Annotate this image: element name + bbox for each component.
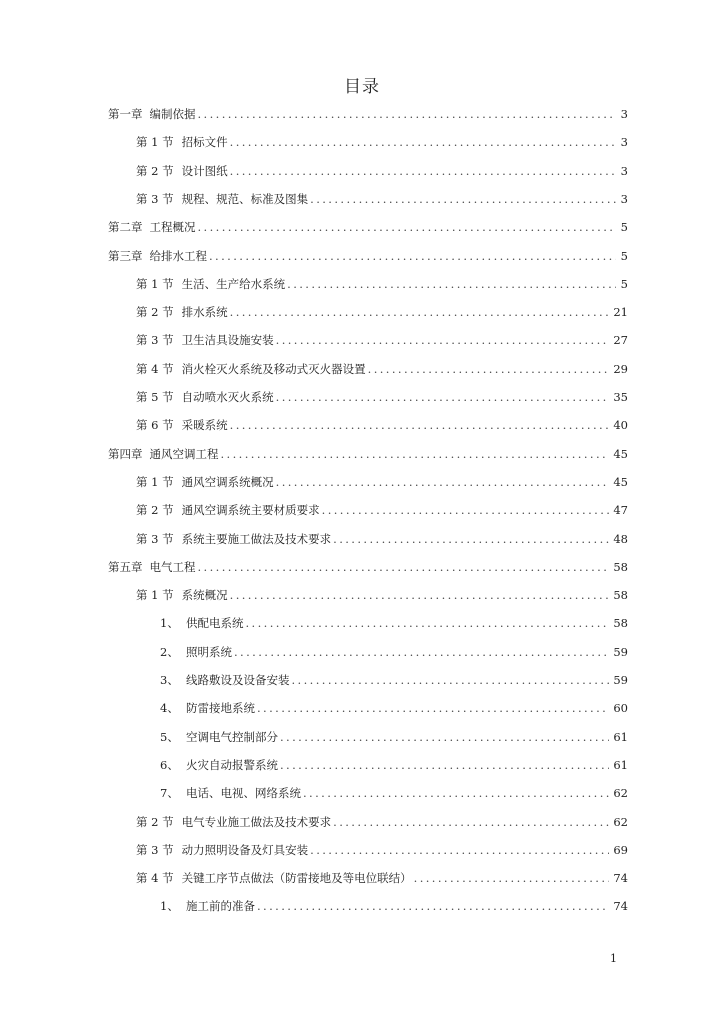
entry-number: 3、 [160,673,179,687]
entry-number: 4、 [160,701,179,716]
toc-entry[interactable] [160,729,628,749]
entry-title: 系统主要施工做法及技术要求 [181,531,332,546]
toc-entry[interactable] [108,106,628,126]
entry-number: 1、 [160,899,179,914]
entry-page: 5 [620,248,628,263]
toc-entry[interactable] [136,502,628,522]
dot-leader [230,588,610,602]
entry-title: 自动喷水灭火系统 [181,390,274,404]
dot-leader [276,333,610,347]
entry-page: 59 [613,673,628,687]
entry-number: 1、 [160,616,179,631]
entry-page: 3 [620,163,628,178]
entry-title: 工程概况 [149,220,196,235]
entry-title: 电气工程 [149,559,196,574]
toc-entry[interactable] [108,248,628,268]
dot-leader [368,362,610,376]
toc-entry[interactable] [136,531,628,551]
entry-page: 74 [613,899,628,914]
entry-page: 74 [613,871,628,886]
entry-page: 40 [613,418,628,433]
entry-title: 给排水工程 [149,248,207,263]
entry-page: 5 [620,220,628,235]
entry-number: 第 6 节 [136,418,174,433]
entry-number: 第二章 [108,220,143,235]
entry-title: 电气专业施工做法及技术要求 [181,814,332,829]
dot-leader [276,475,610,489]
entry-number: 第 2 节 [136,305,174,320]
entry-number: 第 4 节 [136,871,174,886]
dot-leader [280,730,609,744]
dot-leader [333,815,609,829]
entry-title: 生活、生产给水系统 [181,276,286,291]
toc-entry[interactable] [136,474,628,494]
entry-number: 第 2 节 [136,814,174,829]
dot-leader [257,899,609,913]
entry-number: 第 5 节 [136,390,174,404]
toc-entry[interactable] [160,898,628,918]
toc-entry[interactable] [136,870,628,890]
toc-entry[interactable] [136,332,628,352]
entry-page: 27 [613,333,628,348]
entry-title: 规程、规范、标准及图集 [181,191,309,206]
dot-leader [234,645,609,659]
entry-number: 第 1 节 [136,135,174,150]
toc-entry[interactable] [160,785,628,805]
entry-number: 7、 [160,786,179,801]
dot-leader [322,503,610,517]
entry-title: 采暖系统 [181,418,228,433]
entry-title: 线路敷设及设备安装 [186,673,290,687]
entry-number: 第四章 [108,446,143,461]
entry-title: 通风空调系统概况 [181,474,274,489]
entry-page: 3 [620,191,628,206]
dot-leader [230,135,616,149]
entry-title: 空调电气控制部分 [186,729,278,744]
dot-leader [198,107,617,121]
entry-page: 29 [613,361,628,376]
entry-number: 第 2 节 [136,503,174,518]
entry-number: 第 3 节 [136,333,174,348]
entry-page: 5 [620,276,628,291]
toc-entry[interactable] [160,644,628,664]
toc-entry[interactable] [136,361,628,381]
entry-number: 第 1 节 [136,588,174,603]
entry-page: 3 [620,107,628,121]
entry-page: 62 [613,786,628,801]
dot-leader [198,220,617,234]
entry-page: 58 [613,588,628,603]
entry-title: 防雷接地系统 [186,701,255,716]
toc-entry[interactable] [136,587,628,607]
entry-page: 60 [613,701,628,716]
entry-number: 第 1 节 [136,276,174,291]
entry-title: 排水系统 [181,305,228,320]
entry-number: 第 4 节 [136,361,174,376]
entry-title: 通风空调系统主要材质要求 [181,503,320,518]
dot-leader [310,843,609,857]
toc-entry[interactable] [160,672,628,692]
entry-number: 第 3 节 [136,191,174,206]
entry-title: 编制依据 [149,107,196,121]
dot-leader [221,447,610,461]
toc-entry[interactable] [136,304,628,324]
toc-entry[interactable] [160,700,628,720]
entry-title: 通风空调工程 [149,446,219,461]
entry-number: 2、 [160,644,179,659]
dot-leader [287,277,616,291]
entry-number: 第 3 节 [136,842,174,857]
entry-number: 5、 [160,729,179,744]
toc-entry[interactable] [136,417,628,437]
entry-number: 第 2 节 [136,163,174,178]
entry-title: 卫生洁具设施安装 [181,333,274,348]
toc-entry[interactable] [136,842,628,862]
toc-entry[interactable] [160,615,628,635]
entry-title: 施工前的准备 [186,899,255,914]
dot-leader [257,701,609,715]
toc-entry[interactable] [108,219,628,239]
toc-entry[interactable] [136,276,628,296]
entry-title: 火灾自动报警系统 [186,757,278,772]
entry-number: 第一章 [108,107,143,121]
dot-leader [230,164,616,178]
dot-leader [246,616,610,630]
dot-leader [310,192,616,206]
entry-title: 电话、电视、网络系统 [186,786,301,801]
entry-number: 第五章 [108,559,143,574]
page-number: 1 [610,952,617,965]
entry-page: 61 [613,757,628,772]
dot-leader [414,871,610,885]
toc-entry[interactable] [160,757,628,777]
entry-number: 第三章 [108,248,143,263]
entry-number: 6、 [160,757,179,772]
entry-page: 62 [613,814,628,829]
entry-title: 关键工序节点做法（防雷接地及等电位联结） [181,871,412,886]
entry-page: 58 [613,616,628,631]
dot-leader [292,673,610,687]
toc-entry[interactable] [108,446,628,466]
entry-title: 系统概况 [181,588,228,603]
entry-title: 照明系统 [186,644,232,659]
entry-number: 第 1 节 [136,474,174,489]
toc-entry[interactable] [136,389,628,409]
dot-leader [333,532,609,546]
entry-page: 45 [613,474,628,489]
entry-page: 58 [613,559,628,574]
page-title: 目录 [344,77,380,97]
entry-title: 供配电系统 [186,616,244,631]
dot-leader [280,758,609,772]
dot-leader [198,560,610,574]
toc-entry[interactable] [136,191,628,211]
dot-leader [230,418,610,432]
dot-leader [276,390,610,404]
entry-title: 招标文件 [181,135,228,150]
entry-title: 动力照明设备及灯具安装 [181,842,309,857]
toc-entry[interactable] [108,559,628,579]
entry-page: 48 [613,531,628,546]
entry-page: 47 [613,503,628,518]
entry-page: 21 [613,305,628,320]
entry-title: 消火栓灭火系统及移动式灭火器设置 [181,361,366,376]
entry-page: 45 [613,446,628,461]
dot-leader [230,305,610,319]
entry-page: 61 [613,729,628,744]
entry-page: 3 [620,135,628,150]
entry-page: 35 [613,390,628,404]
dot-leader [303,786,609,800]
dot-leader [209,249,616,263]
toc-entry[interactable] [136,134,628,154]
toc-entry[interactable] [136,163,628,183]
entry-title: 设计图纸 [181,163,228,178]
entry-page: 69 [613,842,628,857]
entry-page: 59 [613,644,628,659]
toc-entry[interactable] [136,814,628,834]
entry-number: 第 3 节 [136,531,174,546]
